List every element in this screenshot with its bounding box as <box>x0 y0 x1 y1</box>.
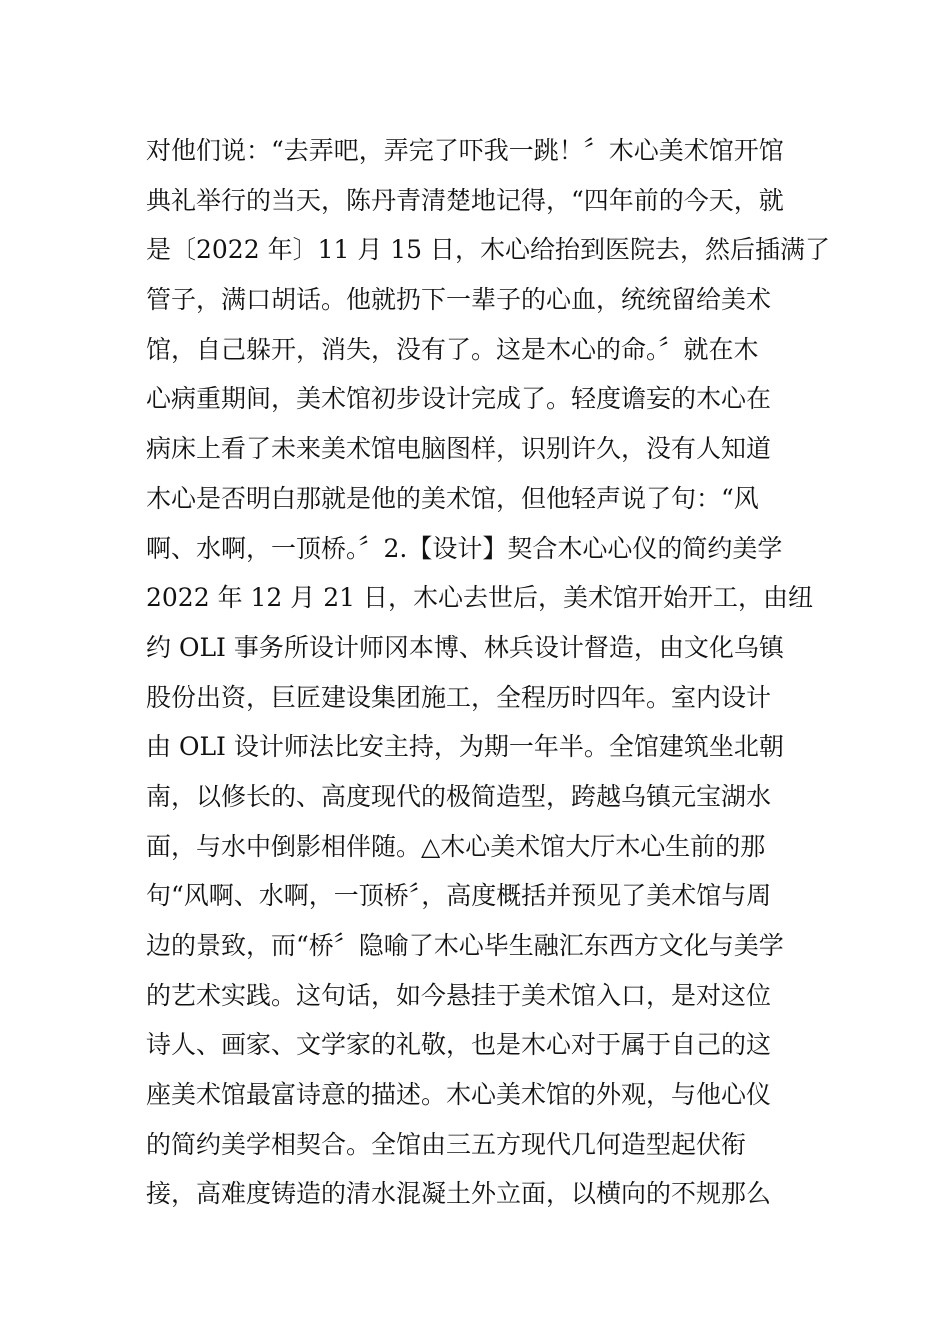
text-line: 啊、水啊，一顶桥。〞2.【设计】契合木心心仪的简约美学 <box>146 533 783 563</box>
text-line: 2022 年 12 月 21 日，木心去世后，美术馆开始开工，由纽 <box>146 583 813 613</box>
text-line: 南，以修长的、高度现代的极简造型，跨越乌镇元宝湖水 <box>146 781 772 811</box>
text-line: 心病重期间，美术馆初步设计完成了。轻度谵妄的木心在 <box>146 384 772 414</box>
text-line: 诗人、画家、文学家的礼敬，也是木心对于属于自己的这 <box>146 1030 772 1060</box>
text-line: 木心是否明白那就是他的美术馆，但他轻声说了句：“风 <box>146 483 759 513</box>
text-line: 馆，自己躲开，消失，没有了。这是木心的命。〞就在木 <box>146 334 759 364</box>
text-line: 由 OLI 设计师法比安主持，为期一年半。全馆建筑坐北朝 <box>146 732 784 762</box>
text-line: 句“风啊、水啊，一顶桥〞，高度概括并预见了美术馆与周 <box>146 881 772 911</box>
text-line: 管子，满口胡话。他就扔下一辈子的心血，统统留给美术 <box>146 285 772 315</box>
text-line: 对他们说：“去弄吧，弄完了吓我一跳！〞木心美术馆开馆 <box>146 136 784 165</box>
text-line: 面，与水中倒影相伴随。△木心美术馆大厅木心生前的那 <box>146 831 766 861</box>
body-text <box>146 126 831 1219</box>
text-line: 病床上看了未来美术馆电脑图样，识别许久，没有人知道 <box>146 434 772 464</box>
text-line: 的艺术实践。这句话，如今悬挂于美术馆入口，是对这位 <box>146 980 772 1010</box>
text-line: 典礼举行的当天，陈丹青清楚地记得，“四年前的今天，就 <box>146 185 784 215</box>
text-line: 的简约美学相契合。全馆由三五方现代几何造型起伏衔 <box>146 1129 747 1159</box>
text-line: 座美术馆最富诗意的描述。木心美术馆的外观，与他心仪 <box>146 1080 772 1110</box>
text-line: 边的景致，而“桥〞隐喻了木心毕生融汇东西方文化与美学 <box>146 931 784 960</box>
text-line: 是〔2022 年〕11 月 15 日，木心给抬到医院去，然后插满了 <box>146 235 831 265</box>
text-line: 约 OLI 事务所设计师冈本博、林兵设计督造，由文化乌镇 <box>146 632 784 662</box>
text-line: 接，高难度铸造的清水混凝土外立面，以横向的不规那么 <box>146 1179 772 1209</box>
text-line: 股份出资，巨匠建设集团施工，全程历时四年。室内设计 <box>146 682 772 712</box>
